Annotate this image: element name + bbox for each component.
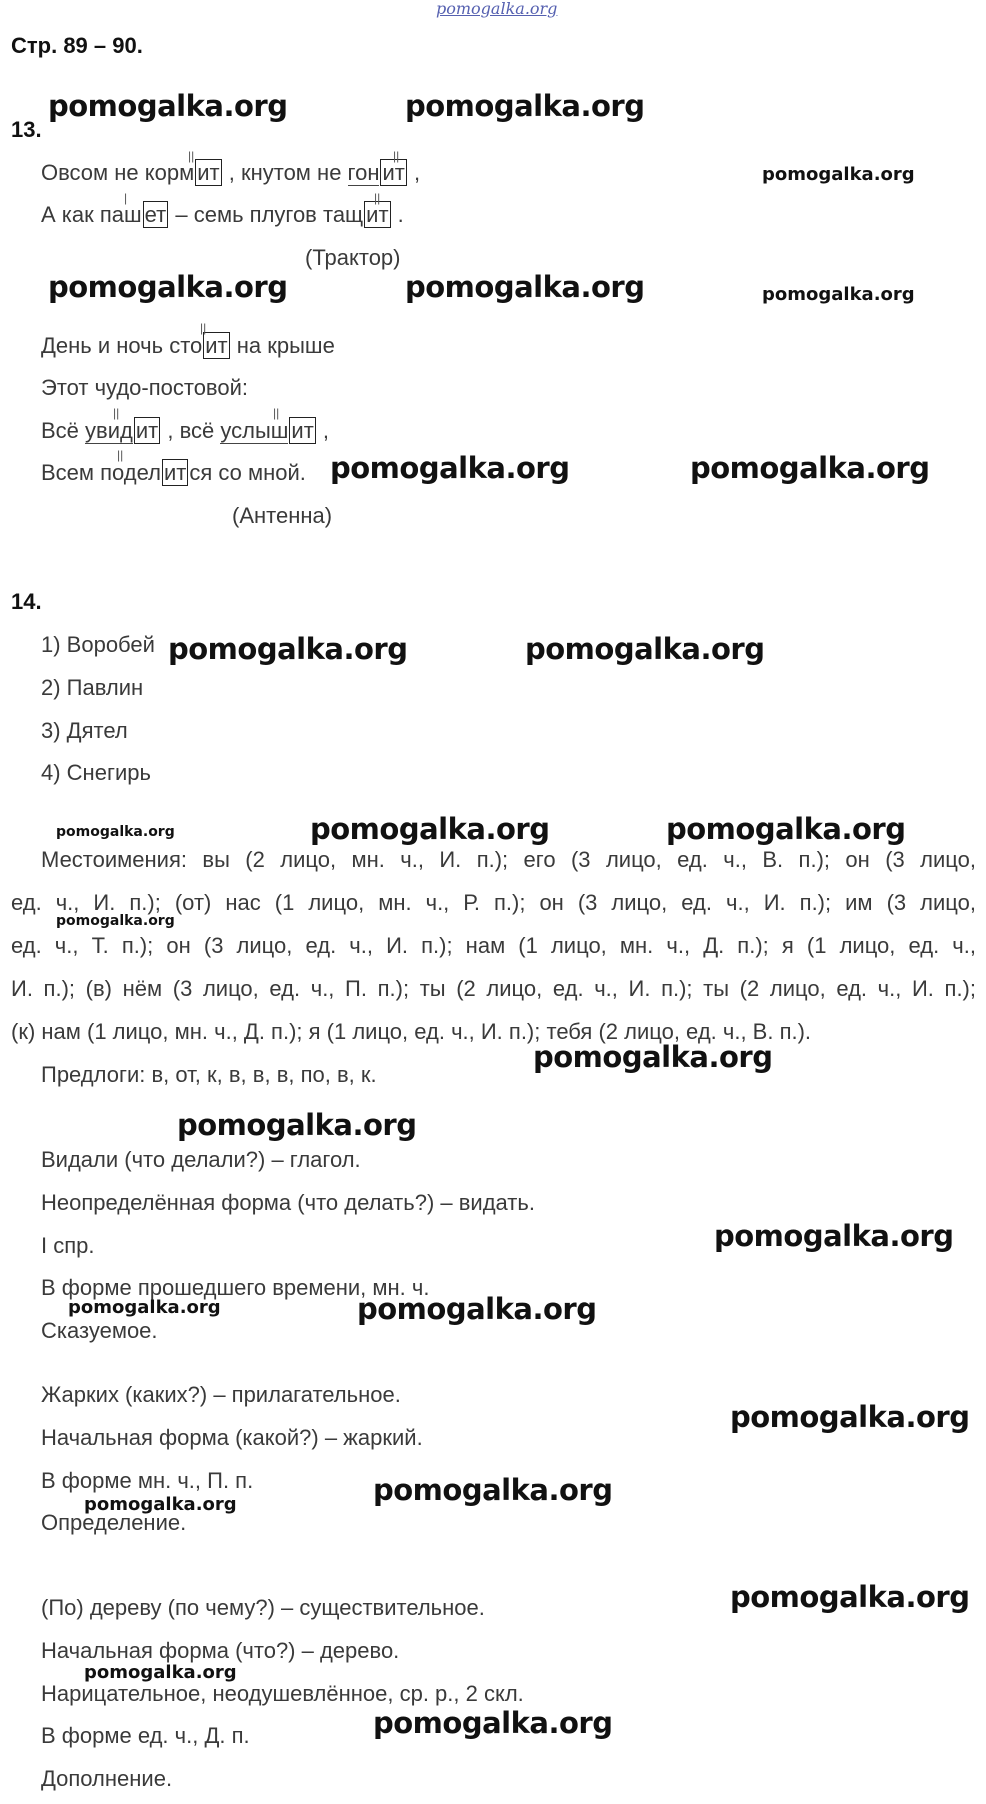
- watermark: pomogalka.org: [84, 1494, 237, 1515]
- watermark-top: pomogalka.org: [436, 0, 558, 18]
- verb-analysis-line: I спр.: [41, 1233, 95, 1258]
- bird-item: 1) Воробей: [41, 632, 155, 657]
- watermark: pomogalka.org: [48, 89, 288, 123]
- ending-box: ит: [366, 202, 389, 227]
- watermark: pomogalka.org: [56, 824, 175, 840]
- text: ся со мной.: [189, 460, 306, 485]
- predicate-mark: ||: [188, 149, 195, 163]
- watermark: pomogalka.org: [373, 1473, 613, 1507]
- watermark: pomogalka.org: [373, 1706, 613, 1740]
- verb-analysis-line: В форме прошедшего времени, мн. ч.: [41, 1275, 430, 1300]
- verb-analysis-line: Неопределённая форма (что делать?) – видать.: [41, 1190, 535, 1215]
- watermark: pomogalka.org: [690, 451, 930, 485]
- verb-analysis-line: Сказуемое.: [41, 1318, 158, 1343]
- text: Овсом не корм: [41, 160, 195, 185]
- text: на крыше: [230, 333, 335, 358]
- watermark: pomogalka.org: [533, 1040, 773, 1074]
- watermark: pomogalka.org: [525, 632, 765, 666]
- pronouns-line: И. п.); (в) нём (3 лицо, ед. ч., П. п.); ты (2 лицо, ед. ч., И. п.); ты (2 лицо, ед. ч., И. п.);: [11, 976, 976, 1001]
- ending-box: ит: [382, 160, 405, 185]
- watermark: pomogalka.org: [330, 451, 570, 485]
- verb-analysis-line: Видали (что делали?) – глагол.: [41, 1147, 361, 1172]
- watermark: pomogalka.org: [762, 164, 915, 185]
- text: , всё: [161, 418, 221, 443]
- text: ,: [316, 418, 330, 443]
- watermark: pomogalka.org: [762, 284, 915, 305]
- pronouns-line: (к) нам (1 лицо, мн. ч., Д. п.); я (1 лицо, ед. ч., И. п.); тебя (2 лицо, ед. ч., В. п.).: [11, 1019, 812, 1044]
- watermark: pomogalka.org: [730, 1580, 970, 1614]
- riddle1-line1: [41, 160, 420, 186]
- ending-box: ит: [197, 160, 220, 185]
- underlined-verb: увид: [85, 418, 133, 443]
- watermark: pomogalka.org: [84, 1662, 237, 1683]
- predicate-mark: ||: [200, 321, 207, 335]
- noun-analysis-line: Дополнение.: [41, 1766, 173, 1791]
- watermark: pomogalka.org: [730, 1400, 970, 1434]
- adjective-analysis-line: Определение.: [41, 1510, 187, 1535]
- watermark: pomogalka.org: [68, 1297, 221, 1318]
- text: , кнутом не: [222, 160, 348, 185]
- watermark: pomogalka.org: [357, 1292, 597, 1326]
- underlined-verb: гон: [347, 160, 380, 185]
- pronouns-line: ед. ч., Т. п.); он (3 лицо, ед. ч., И. п.); нам (1 лицо, мн. ч., Д. п.); я (1 лицо, ед. ч.,: [11, 933, 976, 958]
- riddle2-line3: [41, 418, 329, 444]
- pronouns-line: ед. ч., И. п.); (от) нас (1 лицо, мн. ч., Р. п.); он (3 лицо, ед. ч., И. п.); им (3 лицо,: [11, 890, 976, 915]
- exercise-13-number: 13.: [11, 117, 42, 142]
- noun-analysis-line: Нарицательное, неодушевлённое, ср. р., 2 скл.: [41, 1681, 524, 1706]
- watermark: pomogalka.org: [714, 1219, 954, 1253]
- noun-analysis-line: В форме ед. ч., Д. п.: [41, 1723, 250, 1748]
- adjective-analysis-line: Жарких (каких?) – прилагательное.: [41, 1382, 401, 1407]
- watermark: pomogalka.org: [405, 89, 645, 123]
- watermark: pomogalka.org: [56, 913, 175, 929]
- page-header: Стр. 89 – 90.: [11, 33, 143, 58]
- predicate-mark: ||: [374, 191, 381, 205]
- watermark: pomogalka.org: [310, 812, 550, 846]
- watermark: pomogalka.org: [666, 812, 906, 846]
- noun-analysis-line: Начальная форма (что?) – дерево.: [41, 1638, 400, 1663]
- riddle1-line2: [41, 202, 404, 228]
- adjective-analysis-line: В форме мн. ч., П. п.: [41, 1468, 254, 1493]
- predicate-mark: ||: [393, 149, 400, 163]
- text: Всем подел: [41, 460, 161, 485]
- predicate-mark: ||: [113, 406, 120, 420]
- predicate-mark: ||: [273, 406, 280, 420]
- pronouns-line: Местоимения: вы (2 лицо, мн. ч., И. п.); его (3 лицо, ед. ч., В. п.); он (3 лицо,: [41, 847, 976, 872]
- riddle2-answer: (Антенна): [232, 503, 333, 528]
- riddle2-line4: [41, 460, 306, 486]
- text: ,: [407, 160, 421, 185]
- ending-box: ит: [164, 460, 187, 485]
- adjective-analysis-line: Начальная форма (какой?) – жаркий.: [41, 1425, 423, 1450]
- riddle1-answer: (Трактор): [305, 245, 401, 270]
- prepositions-line: Предлоги: в, от, к, в, в, в, по, в, к.: [41, 1062, 377, 1087]
- watermark: pomogalka.org: [405, 270, 645, 304]
- bird-item: 2) Павлин: [41, 675, 144, 700]
- predicate-mark: ||: [117, 448, 124, 462]
- riddle2-line1: [41, 333, 335, 359]
- text: .: [391, 202, 404, 227]
- predicate-mark: |: [124, 191, 128, 205]
- underlined-verb: услыш: [220, 418, 289, 443]
- riddle2-line2: Этот чудо-постовой:: [41, 375, 249, 400]
- ending-box: ит: [291, 418, 314, 443]
- ending-box: ит: [205, 333, 228, 358]
- text: День и ночь сто: [41, 333, 203, 358]
- watermark: pomogalka.org: [48, 270, 288, 304]
- ending-box: ит: [135, 418, 159, 443]
- text: Всё: [41, 418, 86, 443]
- noun-analysis-line: (По) дереву (по чему?) – существительное.: [41, 1595, 485, 1620]
- watermark: pomogalka.org: [177, 1108, 417, 1142]
- exercise-14-number: 14.: [11, 589, 42, 614]
- bird-item: 4) Снегирь: [41, 760, 151, 785]
- watermark: pomogalka.org: [168, 632, 408, 666]
- text: А как паш: [41, 202, 142, 227]
- bird-item: 3) Дятел: [41, 718, 128, 743]
- ending-box: ет: [144, 202, 167, 227]
- text: – семь плугов тащ: [169, 202, 364, 227]
